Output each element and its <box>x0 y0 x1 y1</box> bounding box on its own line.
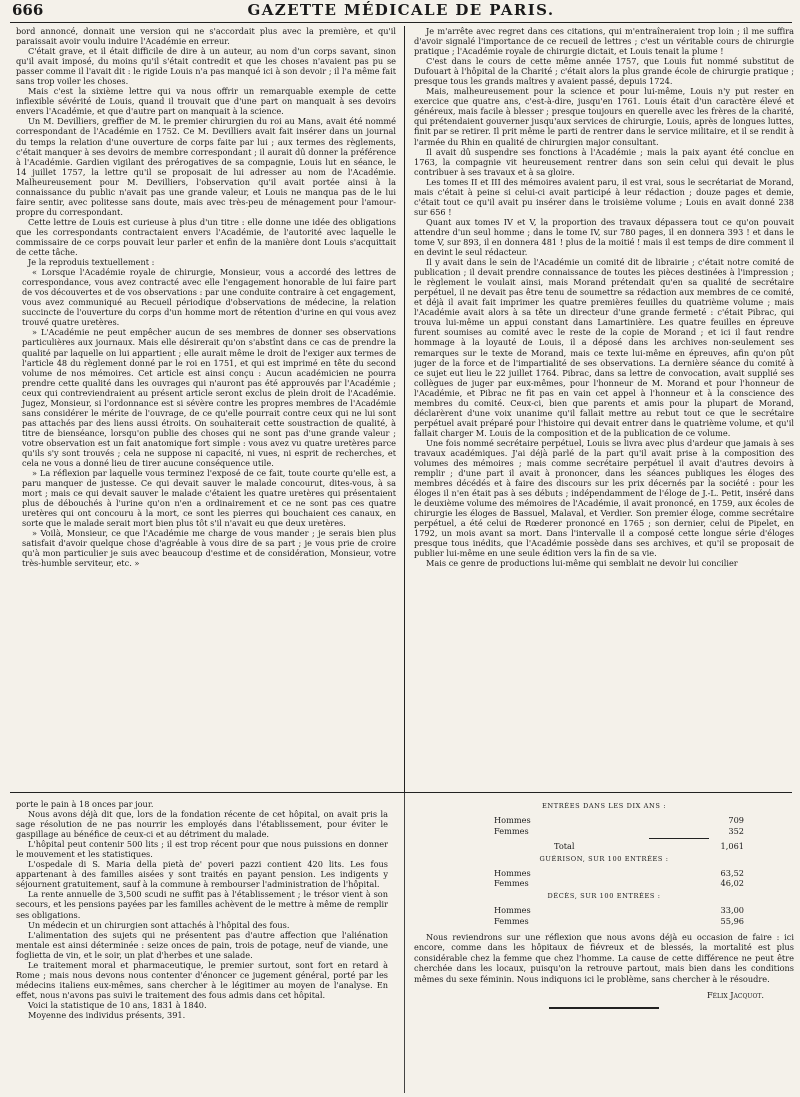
lower-left-column <box>16 799 388 1087</box>
letter-paragraph: » L'Académie ne peut empêcher aucun de ses membres de donner ses observations particulières aux journaux. Mais elle désirerait qu'on s'abstînt dans ce cas de prendre la qualité par laquelle on lui appartient ; elle aurait même le droit de l'exiger aux termes de l'article 48 du règlement donné par le roi en 1751, et qui est imprimé en tête du second volume de nos mémoires. Cet article est ainsi conçu : Aucun académicien ne pourra prendre cette qualité dans les ouvrages qui n'auront pas été approuvés par l'Académie ; ceux qui contreviendraient au présent article seront exclus de plein droit de l'Académie. Jugez, Monsieur, si l'ordonnance est si sévère contre les propres membres de l'Académie sans considérer le mérite de l'ouvrage, de ce qu'elle pourrait contre ceux qui ne lui sont pas attachés par des liens aussi étroits. On souhaiterait cette soustraction de qualité, à titre de bienséance, lorsqu'on publie des choses qui ne sont pas d'une grande valeur ; votre observation est un fait anatomique fort simple : vous avez vu quatre uretères parce qu'ils s'y sont trouvés ; cela ne suppose ni capacité, ni vues, ni esprit de recherches, et cela ne vous a donné lieu de tirer aucune conséquence utile. <box>22 327 396 469</box>
paragraph: Mais ce genre de productions lui-même qui semblait ne devoir lui concilier <box>426 558 738 569</box>
stat-value: 55,96 <box>720 915 744 926</box>
paragraph: Un M. Devilliers, greffier de M. le premier chirurgien du roi au Mans, avait été nommé correspondant de l'Académie en 1752. Ce M. Devilliers avait fait insérer dans un journal du temps la relation d'une ouverture de corps faite par lui ; aux termes des règlements, c'était manquer à ses devoirs de membre correspondant ; il aurait dû donner la préférence à l'Académie. Gardien vigilant des prérogatives de sa compagnie, Louis lut en séance, le 14 juillet 1757, la lettre qu'il se proposait de lui adresser au nom de l'Académie. Malheureusement pour M. Devilliers, l'observation qu'il avait portée ainsi à la connaissance du public n'avait pas une grande valeur, et Louis ne manqua pas de le lui faire sentir, avec politesse sans doute, mais avec très-peu de ménagement pour l'amour-propre du correspondant. <box>16 116 396 217</box>
deaths-title: DÉCÈS, SUR 100 ENTRÉES : <box>547 891 661 900</box>
stat-row <box>414 868 744 878</box>
stat-value: 46,02 <box>720 878 744 889</box>
paragraph: Moyenne des individus présents, 391. <box>28 1009 186 1020</box>
stat-row <box>414 905 744 915</box>
stat-label: Femmes <box>494 878 529 889</box>
paragraph: La rente annuelle de 3,500 scudi ne suffit pas à l'établissement ; le trésor vient à son secours, et les pensions payées par les familles achèvent de le mettre à même de remplir ses obligations. <box>16 889 388 920</box>
paragraph: Je m'arrête avec regret dans ces citations, qui m'entraîneraient trop loin ; il me suffira d'avoir signalé l'importance de ce recueil de lettres ; c'est un véritable cours de chirurgie pratique ; l'Académie royale de chirurgie dictait, et Louis tenait la plume ! <box>414 26 794 57</box>
paragraph: porte le pain à 18 onces par jour. <box>16 799 154 809</box>
page-number: 666 <box>12 1 44 19</box>
closing-paragraph: Nous reviendrons sur une réflexion que nous avons déjà eu occasion de faire : ici encore, comme dans les hôpitaux de fiévreux et de blessés, la mortalité est plus considérable chez la femme que chez l'homme. La cause de cette différence ne peut être cherchée dans les locaux, puisqu'on la retrouve partout, mais bien dans les conditions mêmes du sexe féminin. Nous indiquons ici le problème, sans chercher à le résoudre. <box>414 932 794 984</box>
stat-row <box>414 815 744 825</box>
paragraph: Je la reproduis textuellement : <box>28 257 155 268</box>
letter-paragraph: » La réflexion par laquelle vous terminez l'exposé de ce fait, toute courte qu'elle est, a paru manquer de justesse. Ce qui devait sauver le malade concourut, dites-vous, à sa mort ; mais ce qui devait sauver le malade c'étaient les quatre uretères qui présentaient plus de débouchés à l'urine qu'on n'en a ordinairement et ce ne sont pas ces quatre uretères qui ont concouru à la mort, ce sont les pierres qui bouchaient ces canaux, en sorte que le malade serait mort bien plus tôt s'il n'avait eu que deux uretères. <box>22 468 396 529</box>
stat-value: 63,52 <box>720 868 744 879</box>
paragraph: Voici la statistique de 10 ans, 1831 à 1840. <box>28 999 207 1010</box>
letter-paragraph: » Voilà, Monsieur, ce que l'Académie me charge de vous mander ; je serais bien plus satisfait d'avoir quelque chose d'agréable à vous dire de sa part ; je vous prie de croire qu'à mon particulier je suis avec beaucoup d'estime et de considération, Monsieur, votre très-humble serviteur, etc. » <box>22 528 396 569</box>
cures-title: GUÉRISON, SUR 100 ENTRÉES : <box>539 854 669 863</box>
paragraph: L'alimentation des sujets qui ne présentent pas d'autre affection que l'aliénation mentale est ainsi déterminée : seize onces de pain, trois de potage, neuf de viande, une foglietta de vin, et le soir, un plat d'herbes et une salade. <box>16 929 388 960</box>
stat-label: Femmes <box>494 915 529 926</box>
stat-label: Hommes <box>494 905 531 916</box>
sum-rule <box>649 838 709 839</box>
entries-title: ENTRÉES DANS LES DIX ANS : <box>541 802 667 810</box>
author-signature: Félix Jacquot. <box>707 990 764 1001</box>
upper-section <box>10 26 792 793</box>
paragraph: Les tomes II et III des mémoires avaient paru, il est vrai, sous le secrétariat de Morand, mais c'était à peine si celui-ci avait participé à leur rédaction ; douze pages et demie, c'était tout ce qu'il avait pu insérer dans le troisième volume ; Louis en avait donné 238 sur 656 ! <box>414 176 794 217</box>
paragraph: Quant aux tomes IV et V, la proportion des travaux dépassera tout ce qu'on pouvait attendre d'un seul homme ; dans le tome IV, sur 780 pages, il en donnera 393 ! et dans le tome V, sur 893, il en donnera 481 ! plus de la moitié ! mais il est temps de dire comment il en devint le seul rédacteur. <box>414 216 794 258</box>
stat-row <box>414 878 744 888</box>
paragraph: Le traitement moral et pharmaceutique, le premier surtout, sont fort en retard à Rome ; mais nous devons nous contenter d'énoncer ce jugement général, porté par les médecins italiens eux-mêmes, sans chercher à le légitimer au moyen de l'analyse. En effet, nous n'avons pas suivi le traitement des fous admis dans cet hôpital. <box>16 959 388 1000</box>
statistics-column <box>414 799 794 1087</box>
total-label: Total <box>554 841 575 852</box>
stat-row <box>414 916 744 926</box>
paragraph: Mais, malheureusement pour la science et pour lui-même, Louis n'y put rester en exercice que quatre ans, c'est-à-dire, jusqu'en 1761. Louis était d'un caractère élevé et généreux, mais facile à blesser ; presque toujours en querelle avec les frères de la charité, qui prétendaient gouverner jusqu'aux services de chirurgie, Louis, après de longues luttes, finit par se retirer. Il prit même le parti de rentrer dans le service militaire, et il se rendit à l'armée du Rhin en qualité de chirurgien major consultant. <box>414 86 794 147</box>
paragraph: L'hôpital peut contenir 500 lits ; il est trop récent pour que nous puissions en donner le mouvement et les statistiques. <box>16 839 388 860</box>
paragraph: Cette lettre de Louis est curieuse à plus d'un titre : elle donne une idée des obligations que les correspondants contractaient envers l'Académie, de l'autorité avec laquelle le commissaire de ce corps pouvait leur parler et enfin de la manière dont Louis s'acquittait de cette tâche. <box>16 216 396 258</box>
paragraph: C'est dans le cours de cette même année 1757, que Louis fut nommé substitut de Dufouart à l'hôpital de la Charité ; c'était alors la plus grande école de chirurgie pratique ; presque tous les grands maîtres y avaient passé, depuis 1724. <box>414 56 794 87</box>
paragraph: Mais c'est la sixième lettre qui va nous offrir un remarquable exemple de cette inflexible sévérité de Louis, quand il trouvait que d'une part on manquait à ses devoirs envers l'Académie, et que d'autre part on manquait à la science. <box>16 86 396 117</box>
column-divider <box>404 793 405 1093</box>
paragraph: Il y avait dans le sein de l'Académie un comité dit de librairie ; c'était notre comité de publication ; il devait prendre connaissance de toutes les pièces destinées à l'impression ; le règlement le voulait ainsi, mais Morand prétendait qu'en sa qualité de secrétaire perpétuel, il ne devait pas être tenu de soumettre sa rédaction aux membres de ce comité, et déjà il avait fait imprimer les quatre premières feuilles du quatrième volume ; mais l'Académie avait alors à sa tête un directeur d'une grande fermeté : c'était Pibrac, qui trouva lui-même un appui constant dans Lamartinière. Les quatre feuilles en épreuve furent soumises au comité avec le reste de la copie de Morand ; et ici il faut rendre hommage à la loyauté de Louis, il a déposé dans les archives non-seulement ses remarques sur le texte de Morand, mais ce texte lui-même en épreuves, afin qu'on pût juger de la force et de l'impartialité de ses observations. La dernière séance du comité à ce sujet eut lieu le 22 juillet 1764. Pibrac, dans sa lettre de convocation, avait supplié ses collègues de juger par eux-mêmes, pour l'honneur de M. Morand et pour l'honneur de l'Académie, et Pibrac ne fit pas en vain cet appel à l'honneur et à la conscience des membres du comité. Ceux-ci, bien que parents et amis pour la plupart de Morand, déclarèrent d'une voix unanime qu'il fallait mettre au rebut tout ce que le secrétaire perpétuel avait préparé pour l'histoire qui devait entrer dans le quatrième volume, et qu'il fallait charger M. Louis de la composition et de la publication de ce volume. <box>414 257 794 438</box>
paragraph: C'était grave, et il était difficile de dire à un auteur, au nom d'un corps savant, sinon qu'il avait imposé, du moins qu'il s'était contredit et que les choses n'avaient pas pu se passer comme il l'avait dit : le rigide Louis n'a pas manqué ici à son devoir ; il l'a même fait sans trop voiler les choses. <box>16 46 396 87</box>
page-header <box>10 0 792 23</box>
stat-label: Hommes <box>494 868 531 879</box>
stat-label: Femmes <box>494 825 529 836</box>
journal-title: GAZETTE MÉDICALE DE PARIS. <box>247 1 555 19</box>
paragraph: L'ospedale di S. Maria della pietà de' poveri pazzi contient 420 lits. Les fous appartenant à des familles aisées y sont traités en payant pension. Les indigents y séjournent gratuitement, sauf à la commune à rembourser l'administration de l'hôpital. <box>16 859 388 890</box>
paragraph: bord annoncé, donnait une version qui ne s'accordait plus avec la première, et qu'il paraissait avoir voulu induire l'Académie en erreur. <box>16 26 396 47</box>
paragraph: Un médecin et un chirurgien sont attachés à l'hôpital des fous. <box>28 919 290 930</box>
stat-value: 709 <box>728 815 744 826</box>
end-rule <box>549 1007 659 1009</box>
stat-value: 352 <box>728 825 744 836</box>
total-row <box>414 841 744 851</box>
stat-row <box>414 826 744 836</box>
stat-value: 33,00 <box>720 905 744 916</box>
lower-section <box>10 793 792 1093</box>
right-column <box>414 26 794 786</box>
stat-label: Hommes <box>494 815 531 826</box>
column-divider <box>404 26 405 792</box>
paragraph: Une fois nommé secrétaire perpétuel, Louis se livra avec plus d'ardeur que jamais à ses travaux académiques. J'ai déjà parlé de la part qu'il avait prise à la composition des volumes des mémoires ; mais comme secrétaire perpétuel il avait d'autres devoirs à remplir ; d'une part il avait à prononcer, dans les séances publiques les éloges des membres décédés et à faire des discours sur les prix décernés par la société : pour les éloges il n'en était pas à ses débuts ; indépendamment de l'éloge de J.-L. Petit, inséré dans le deuxième volume des mémoires de l'Académie, il avait prononcé, en 1759, aux écoles de chirurgie les éloges de Bassuel, Malaval, et Verdier. Son premier éloge, comme secrétaire perpétuel, a été celui de Rœderer prononcé en 1765 ; son dernier, celui de Pipelet, en 1792, un mois avant sa mort. Dans l'intervalle il a composé cette longue série d'éloges presque tous inédits, que l'Académie possède dans ses archives, et qu'il se proposait de publier lui-même en une seule édition vers la fin de sa vie. <box>414 437 794 559</box>
left-column <box>16 26 396 786</box>
total-value: 1,061 <box>720 841 744 852</box>
paragraph: Il avait dû suspendre ses fonctions à l'Académie ; mais la paix ayant été conclue en 1763, la compagnie vit heureusement rentrer dans son sein celui qui devait le plus contribuer à ses travaux et à sa gloire. <box>414 146 794 177</box>
letter-paragraph: « Lorsque l'Académie royale de chirurgie, Monsieur, vous a accordé des lettres de correspondance, vous avez contracté avec elle l'engagement honorable de lui faire part de vos découvertes et de vos observations : par une conduite contraire à cet engagement, vous avez communiqué au Recueil périodique d'observations de médecine, la relation succincte de l'ouverture du corps d'un homme mort de rétention d'urine en qui vous avez trouvé quatre uretères. <box>22 267 396 328</box>
paragraph: Nous avons déjà dit que, lors de la fondation récente de cet hôpital, on avait pris la sage résolution de ne pas nourrir les employés dans l'établissement, pour éviter le gaspillage au bénéfice de ceux-ci et au détriment du malade. <box>16 809 388 840</box>
